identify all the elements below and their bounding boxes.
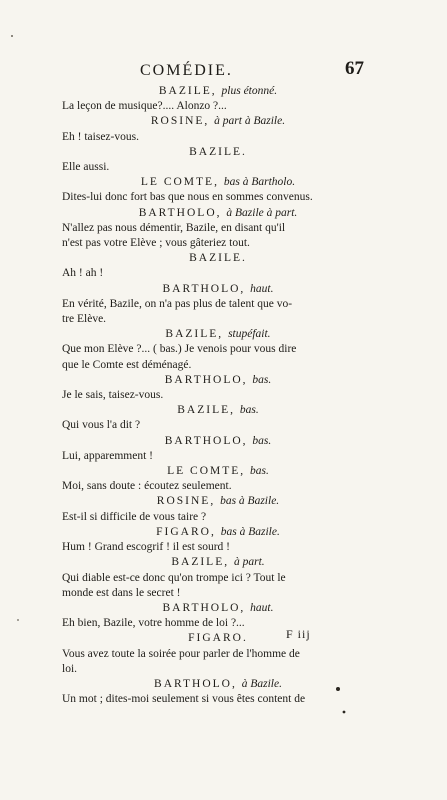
ink-speck: [11, 35, 13, 37]
dialogue-line: N'allez pas nous démentir, Bazile, en disant qu'il: [62, 221, 286, 234]
speaker-heading: [62, 282, 374, 297]
speaker-heading: [62, 84, 374, 99]
speaker-heading: [62, 175, 374, 190]
dialogue-line: Un mot ; dites-moi seulement si vous êtes content de: [62, 693, 306, 706]
dialogue-line: Je le sais, taisez-vous.: [62, 389, 164, 402]
stage-direction: stupéfait.: [228, 328, 271, 341]
speaker-heading: [62, 525, 374, 540]
speaker-heading: [62, 494, 374, 509]
speaker-heading: [62, 601, 374, 616]
dialogue-line: En vérité, Bazile, on n'a pas plus de talent que vo-: [62, 297, 293, 310]
speaker-name: BAZILE.: [189, 252, 247, 265]
dialogue-line: Hum ! Grand escogrif ! il est sourd !: [62, 541, 230, 554]
speaker-name: ROSINE,: [156, 495, 221, 508]
speaker-heading: [62, 114, 374, 129]
speaker-name: BARTHOLO,: [162, 601, 251, 614]
dialogue-line: Eh ! taisez-vous.: [62, 130, 139, 143]
speaker-name: LE COMTE,: [167, 465, 251, 478]
dialogue-line: Eh bien, Bazile, votre homme de loi ?...: [62, 617, 245, 630]
speaker-name: BARTHOLO,: [164, 434, 253, 447]
speaker-name: BARTHOLO,: [162, 282, 251, 295]
dialogue-line: Ah ! ah !: [62, 267, 104, 280]
speaker-heading: [62, 251, 374, 266]
speaker-heading: [62, 555, 374, 570]
speaker-name: BAZILE,: [177, 404, 240, 417]
speaker-name: BAZILE,: [165, 328, 229, 341]
dialogue-line: Vous avez toute la soirée pour parler de l'homme de: [62, 647, 300, 660]
dialogue-line: La leçon de musique?.... Alonzo ?...: [62, 100, 227, 113]
dialogue-line: n'est pas votre Elève ; vous gâteriez tout.: [62, 237, 250, 250]
dialogue-line: que le Comte est déménagé.: [62, 358, 192, 371]
page-number: 67: [345, 58, 364, 79]
stage-direction: bas.: [250, 465, 269, 478]
dialogue-line: Qui vous l'a dit ?: [62, 419, 141, 432]
stage-direction: à part à Bazile.: [214, 115, 286, 128]
dialogue-line: Que mon Elève ?... ( bas.) Je venois pour vous dire: [62, 343, 297, 356]
stage-direction: bas.: [252, 434, 272, 447]
speaker-heading: [62, 464, 374, 479]
stage-direction: à part.: [233, 556, 265, 569]
speaker-name: BARTHOLO,: [154, 677, 242, 690]
signature-mark: F iij: [286, 627, 311, 641]
stage-direction: haut.: [250, 601, 274, 614]
speaker-name: LE COMTE,: [140, 176, 224, 189]
dialogue-line: Dites-lui donc fort bas que nous en sommes convenus.: [62, 191, 313, 204]
stage-direction: bas.: [252, 373, 272, 386]
ink-speck: [17, 619, 19, 621]
dialogue-line: monde est dans le secret !: [62, 586, 181, 599]
dialogue-line: Est-il si difficile de vous taire ?: [62, 510, 207, 523]
dialogue-line: Qui diable est-ce donc qu'on trompe ici ? Tout le: [62, 571, 286, 584]
speaker-heading: [62, 327, 374, 342]
dialogue-line: Lui, apparemment !: [62, 449, 154, 462]
speaker-name: ROSINE,: [150, 115, 215, 128]
stage-direction: bas à Bazile.: [220, 525, 280, 538]
dialogue-line: loi.: [62, 662, 78, 675]
ink-speck: [343, 711, 346, 714]
speaker-name: FIGARO.: [188, 632, 248, 645]
speaker-heading: [62, 631, 374, 646]
speaker-name: BARTHOLO,: [138, 206, 227, 219]
stage-direction: à Bazile.: [241, 677, 282, 690]
speaker-heading: [62, 373, 374, 388]
speaker-name: FIGARO,: [156, 525, 221, 538]
play-dialogue: [62, 84, 374, 707]
speaker-name: BARTHOLO,: [164, 373, 253, 386]
speaker-name: BAZILE.: [189, 145, 247, 158]
stage-direction: plus étonné.: [221, 85, 278, 97]
dialogue-line: tre Elève.: [62, 313, 107, 326]
dialogue-line: Elle aussi.: [62, 161, 110, 174]
stage-direction: à Bazile à part.: [226, 206, 298, 219]
speaker-heading: [62, 145, 374, 160]
speaker-heading: [62, 677, 374, 692]
speaker-name: BAZILE,: [158, 85, 222, 97]
speaker-heading: [62, 206, 374, 221]
speaker-heading: [62, 403, 374, 418]
stage-direction: bas à Bartholo.: [223, 176, 296, 189]
stage-direction: haut.: [250, 282, 274, 295]
page-header: [0, 58, 447, 84]
dialogue-line: Moi, sans doute : écoutez seulement.: [62, 480, 232, 493]
running-head: COMÉDIE.: [140, 62, 233, 79]
stage-direction: bas à Bazile.: [220, 495, 280, 508]
speaker-name: BAZILE,: [171, 556, 234, 569]
speaker-heading: [62, 434, 374, 449]
stage-direction: bas.: [239, 404, 259, 417]
